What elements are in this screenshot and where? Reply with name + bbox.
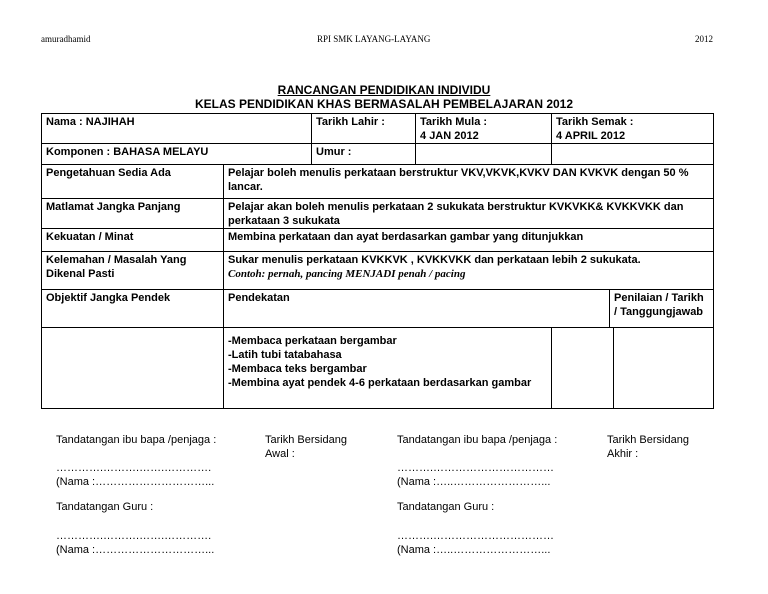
info-row-1 — [42, 114, 714, 144]
kelemahan-cell — [224, 252, 714, 290]
kekuatan-row — [42, 229, 714, 252]
kelemahan-label: Kelemahan / Masalah Yang Dikenal Pasti — [42, 252, 224, 290]
nama-line-1: (Nama :…………………………... — [56, 476, 215, 488]
signature-line-2: ……….…………………………… — [397, 462, 555, 474]
objektif-content-row — [42, 328, 714, 409]
pengetahuan-label: Pengetahuan Sedia Ada — [42, 165, 224, 199]
parent-signature-label-1: Tandatangan ibu bapa /penjaga : — [56, 434, 217, 446]
pendekatan-item: -Membaca perkataan bergambar — [228, 335, 397, 347]
tarikh-lahir-cell: Tarikh Lahir : — [312, 114, 416, 144]
signature-line-1: ………….……….…….…………. — [56, 462, 212, 474]
empty-cell — [416, 144, 552, 165]
tarikh-semak-value: 4 APRIL 2012 — [556, 130, 626, 142]
nama-cell: Nama : NAJIHAH — [42, 114, 312, 144]
kekuatan-value: Membina perkataan dan ayat berdasarkan gambar yang ditunjukkan — [224, 229, 714, 252]
pendekatan-label: Pendekatan — [224, 290, 610, 328]
guru-signature-label-1: Tandatangan Guru : — [56, 501, 154, 513]
rpi-form-table — [41, 113, 714, 409]
parent-signature-label-2: Tandatangan ibu bapa /penjaga : — [397, 434, 558, 446]
matlamat-row — [42, 199, 714, 229]
document-subtitle: KELAS PENDIDIKAN KHAS BERMASALAH PEMBELAJARAN 2012 — [194, 97, 574, 111]
header-year: 2012 — [695, 34, 713, 44]
pengetahuan-row — [42, 165, 714, 199]
pendekatan-item: -Membina ayat pendek 4-6 perkataan berdasarkan gambar — [228, 377, 532, 389]
tarikh-semak-label: Tarikh Semak : — [556, 116, 634, 128]
tarikh-mula-label: Tarikh Mula : — [420, 116, 488, 128]
document-title: RANCANGAN PENDIDIKAN INDIVIDU — [277, 83, 491, 97]
signature-line-4: ……….…………………………… — [397, 530, 555, 542]
tarikh-mula-cell — [416, 114, 552, 144]
objektif-header-row — [42, 290, 714, 328]
kelemahan-row — [42, 252, 714, 290]
header-school: RPI SMK LAYANG-LAYANG — [317, 34, 431, 44]
objektif-label: Objektif Jangka Pendek — [42, 290, 224, 328]
kekuatan-label: Kekuatan / Minat — [42, 229, 224, 252]
pendekatan-list — [224, 328, 552, 409]
signature-line-3: ………….……….…….…………. — [56, 530, 212, 542]
tarikh-semak-cell — [552, 114, 714, 144]
tarikh-bersidang-awal: Tarikh Bersidang Awal : — [265, 434, 347, 460]
komponen-cell: Komponen : BAHASA MELAYU — [42, 144, 312, 165]
tarikh-mula-value: 4 JAN 2012 — [420, 130, 479, 142]
objektif-value — [42, 328, 224, 409]
nama-line-4: (Nama :…..……………………... — [397, 544, 551, 556]
matlamat-label: Matlamat Jangka Panjang — [42, 199, 224, 229]
info-row-2 — [42, 144, 714, 165]
penilaian-label: Penilaian / Tarikh / Tanggungjawab — [610, 290, 714, 328]
pendekatan-item: -Membaca teks bergambar — [228, 363, 367, 375]
empty-cell — [552, 328, 614, 409]
guru-signature-label-2: Tandatangan Guru : — [397, 501, 495, 513]
nama-line-3: (Nama :…………………………... — [56, 544, 215, 556]
kelemahan-example: Contoh: pernah, pancing MENJADI penah / pacing — [228, 268, 466, 280]
matlamat-value: Pelajar akan boleh menulis perkataan 2 sukukata berstruktur KVKVKK& KVKKVKK dan perkataan 3 sukukata — [224, 199, 714, 229]
empty-cell — [552, 144, 714, 165]
header-author: amuradhamid — [41, 34, 91, 44]
kelemahan-value: Sukar menulis perkataan KVKKVK , KVKKVKK dan perkataan lebih 2 sukukata. — [228, 254, 641, 266]
pendekatan-item: -Latih tubi tatabahasa — [228, 349, 342, 361]
umur-cell: Umur : — [312, 144, 416, 165]
nama-line-2: (Nama :…..……………………... — [397, 476, 551, 488]
tarikh-bersidang-akhir: Tarikh Bersidang Akhir : — [607, 434, 689, 460]
pengetahuan-value: Pelajar boleh menulis perkataan berstruktur VKV,VKVK,KVKV DAN KVKVK dengan 50 % lancar. — [224, 165, 714, 199]
penilaian-value — [614, 328, 714, 409]
